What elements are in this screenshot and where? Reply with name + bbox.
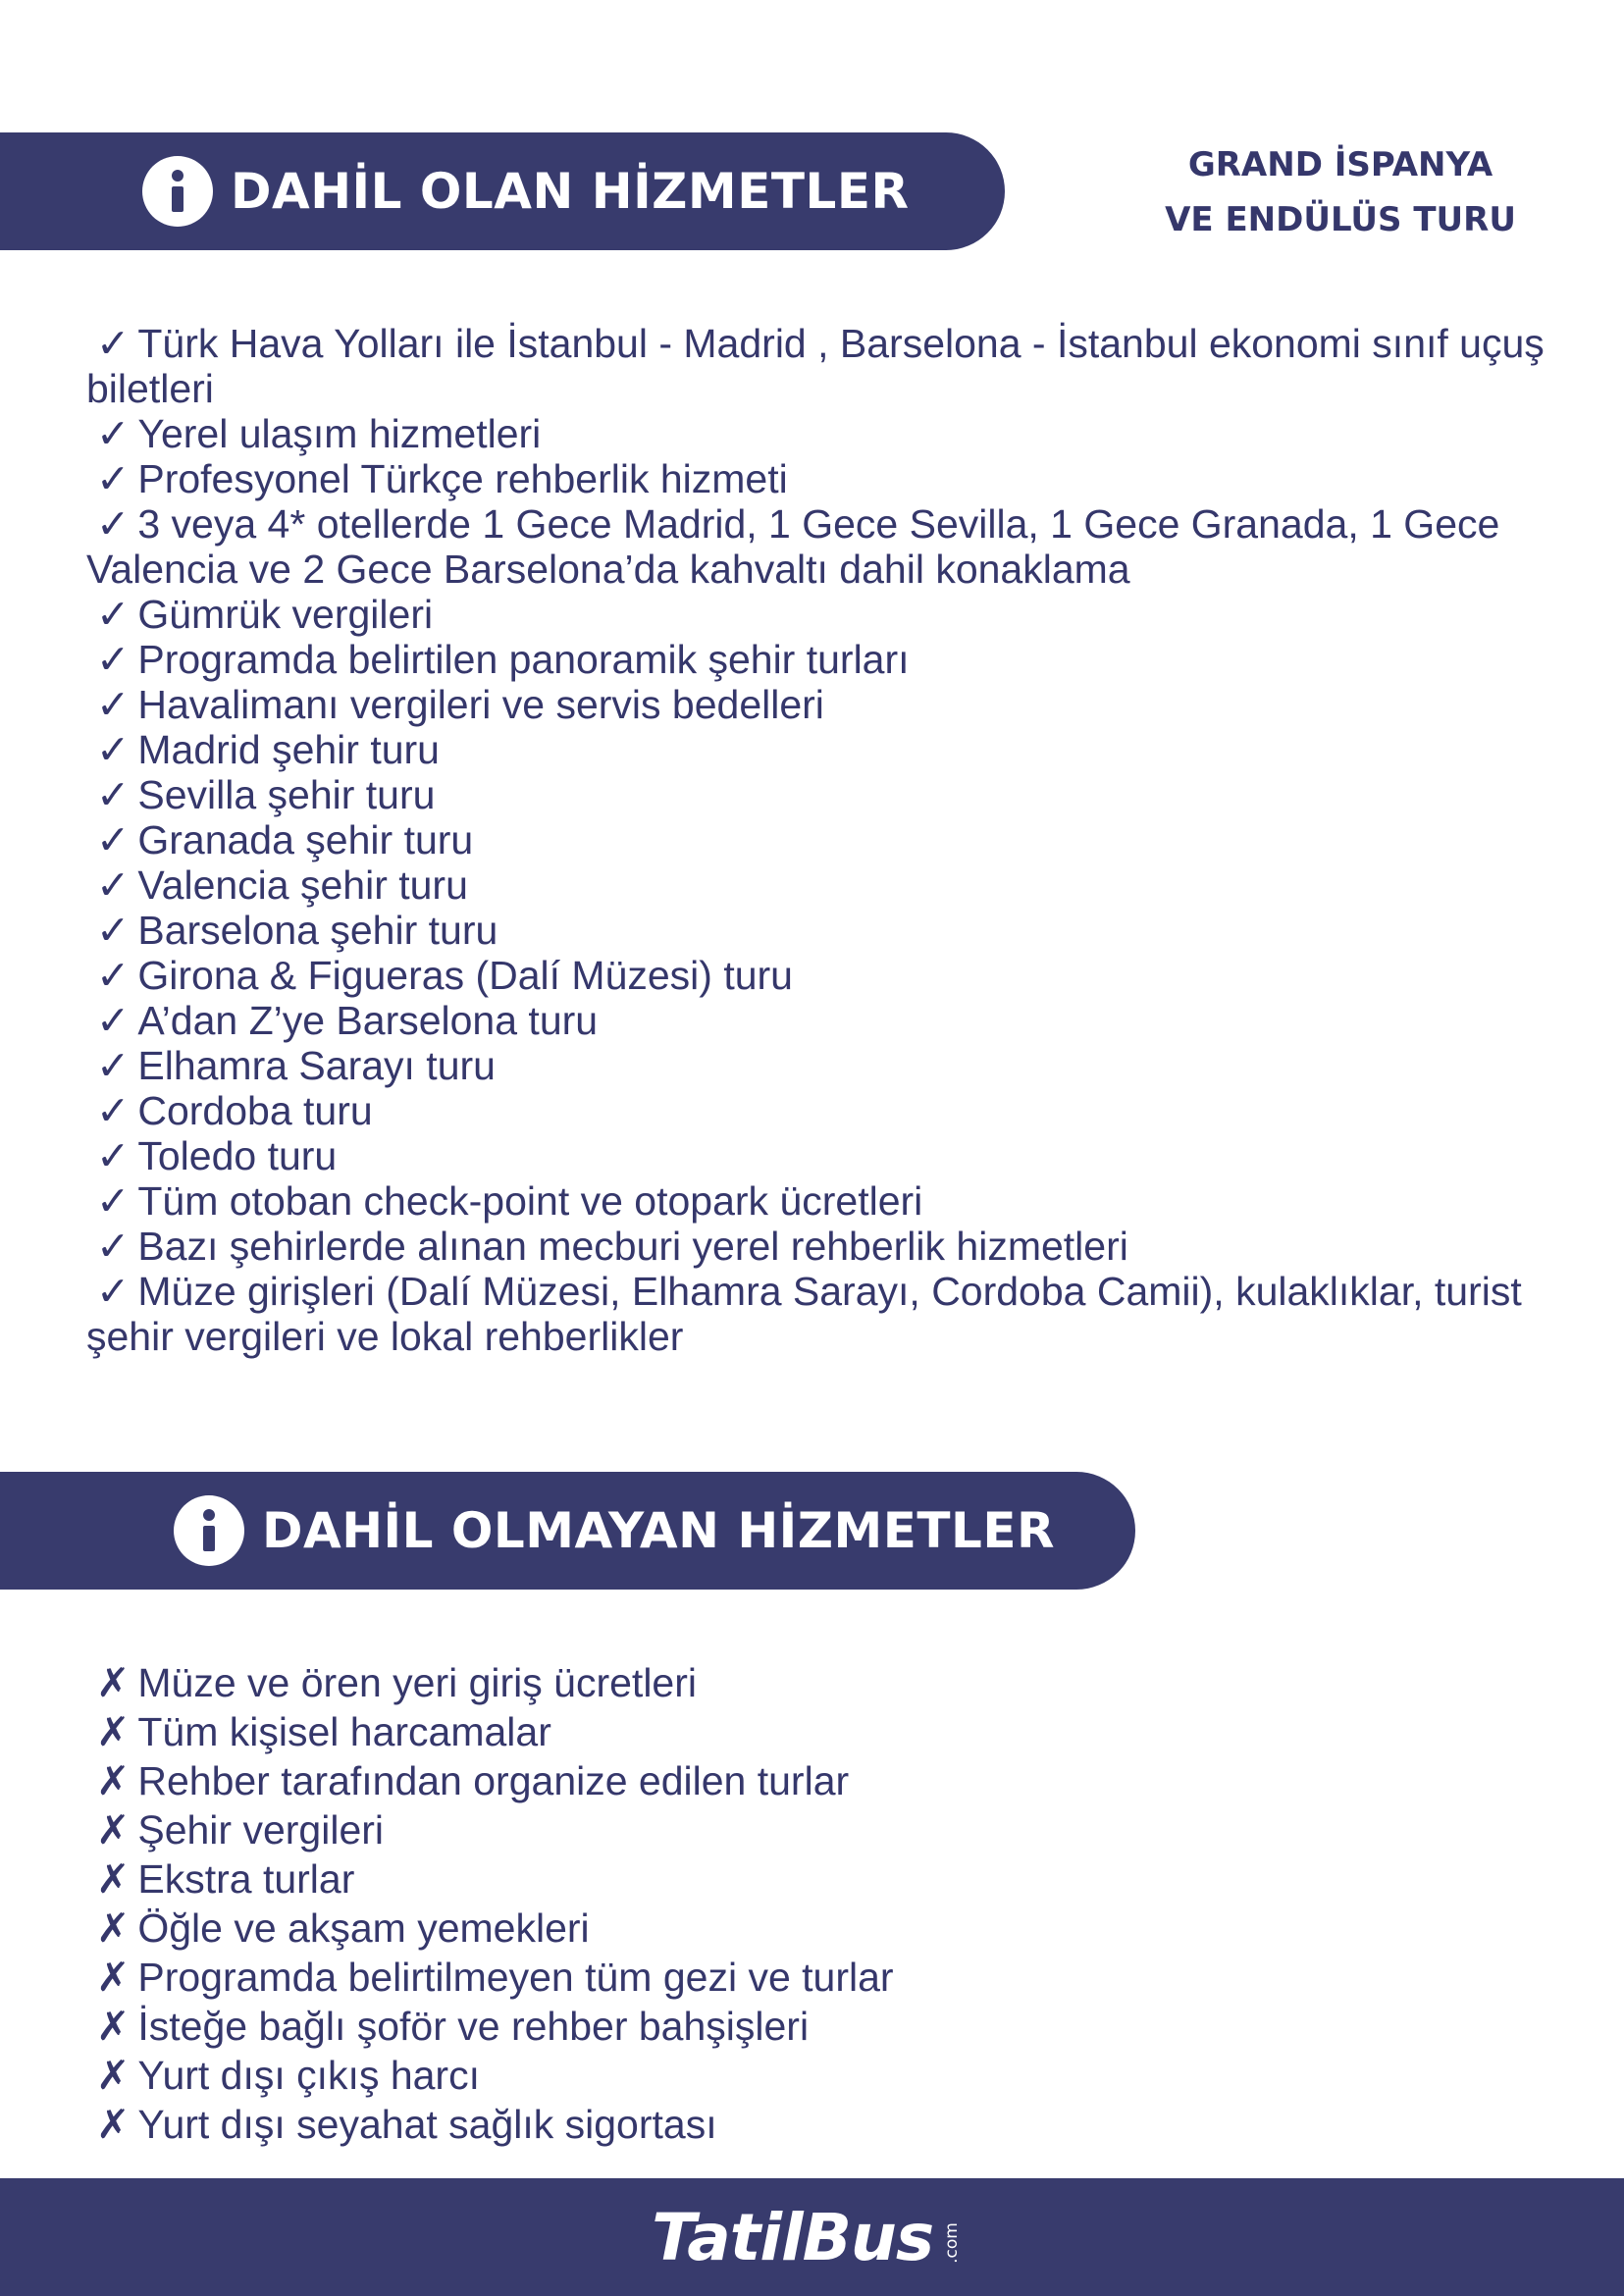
cross-icon: ✗ [96,2004,131,2049]
cross-icon: ✗ [96,2102,131,2147]
checkmark-icon: ✓ [96,501,131,547]
list-item: ✗ Programda belirtilmeyen tüm gezi ve turlar [96,1955,894,2000]
checkmark-icon: ✓ [96,908,131,953]
list-item: ✗ Ekstra turlar [96,1856,355,1902]
checkmark-icon: ✓ [96,1043,131,1088]
cross-icon: ✗ [96,2053,131,2098]
list-item: ✓ Havalimanı vergileri ve servis bedelleri [96,682,824,727]
tour-title-line-2: VE ENDÜLÜS TURU [1165,200,1516,239]
list-item: ✓ 3 veya 4* otellerde 1 Gece Madrid, 1 Gece Sevilla, 1 Gece Granada, 1 Gece Valencia ve 2 Gece Barselona’da kahvaltı dahil konaklama [86,501,1500,592]
list-item: ✓ Programda belirtilen panoramik şehir turları [96,637,910,682]
list-item: ✓ Granada şehir turu [96,817,474,862]
checkmark-icon: ✓ [96,1224,131,1269]
list-item: ✗ Rehber tarafından organize edilen turlar [96,1758,850,1803]
checkmark-icon: ✓ [96,817,131,862]
tour-title [1089,137,1592,247]
list-item: ✗ Öğle ve akşam yemekleri [96,1905,590,1951]
cross-icon: ✗ [96,1660,131,1705]
checkmark-icon: ✓ [96,953,131,998]
footer [0,2178,1624,2296]
checkmark-icon: ✓ [96,1088,131,1133]
tatilbus-logo: TatilBus [652,2199,934,2275]
checkmark-icon: ✓ [96,592,131,637]
checkmark-icon: ✓ [96,1133,131,1178]
list-item: ✓ Cordoba turu [96,1088,373,1133]
list-item: ✓ Sevilla şehir turu [96,772,436,817]
included-services-header [0,132,1005,250]
cross-icon: ✗ [96,1856,131,1902]
checkmark-icon: ✓ [96,682,131,727]
list-item: ✗ İsteğe bağlı şoför ve rehber bahşişleri [96,2004,810,2049]
list-item: ✓ Elhamra Sarayı turu [96,1043,496,1088]
included-services-list [86,321,1617,1359]
list-item: ✓ Toledo turu [96,1133,338,1178]
list-item: ✓ Türk Hava Yolları ile İstanbul - Madrid , Barselona - İstanbul ekonomi sınıf uçuş biletleri [86,321,1545,411]
list-item: ✓ Girona & Figueras (Dalí Müzesi) turu [96,953,793,998]
checkmark-icon: ✓ [96,411,131,456]
checkmark-icon: ✓ [96,727,131,772]
list-item: ✓ A’dan Z’ye Barselona turu [96,998,599,1043]
checkmark-icon: ✓ [96,321,131,366]
excluded-services-list [86,1658,1558,2149]
list-item: ✗ Tüm kişisel harcamalar [96,1709,551,1754]
checkmark-icon: ✓ [96,1269,131,1314]
checkmark-icon: ✓ [96,456,131,501]
checkmark-icon: ✓ [96,637,131,682]
info-icon [174,1495,244,1566]
list-item: ✓ Yerel ulaşım hizmetleri [96,411,542,456]
cross-icon: ✗ [96,1807,131,1852]
list-item: ✓ Madrid şehir turu [96,727,440,772]
checkmark-icon: ✓ [96,772,131,817]
excluded-services-header [0,1472,1135,1590]
logo-suffix: .com [942,2222,963,2264]
list-item: ✓ Valencia şehir turu [96,862,468,908]
cross-icon: ✗ [96,1905,131,1951]
cross-icon: ✗ [96,1709,131,1754]
list-item: ✓ Barselona şehir turu [96,908,498,953]
list-item: ✗ Yurt dışı çıkış harcı [96,2053,480,2098]
cross-icon: ✗ [96,1758,131,1803]
list-item: ✓ Profesyonel Türkçe rehberlik hizmeti [96,456,788,501]
list-item: ✗ Müze ve ören yeri giriş ücretleri [96,1660,697,1705]
checkmark-icon: ✓ [96,862,131,908]
checkmark-icon: ✓ [96,998,131,1043]
list-item: ✓ Müze girişleri (Dalí Müzesi, Elhamra Sarayı, Cordoba Camii), kulaklıklar, turist şehir vergileri ve lokal rehberlikler [86,1269,1522,1359]
cross-icon: ✗ [96,1955,131,2000]
info-icon [142,156,213,227]
tour-title-line-1: GRAND İSPANYA [1187,145,1493,184]
list-item: ✓ Tüm otoban check-point ve otopark ücretleri [96,1178,923,1224]
list-item: ✓ Gümrük vergileri [96,592,434,637]
included-services-title: DAHİL OLAN HİZMETLER [231,163,910,220]
list-item: ✓ Bazı şehirlerde alınan mecburi yerel rehberlik hizmetleri [96,1224,1128,1269]
checkmark-icon: ✓ [96,1178,131,1224]
excluded-services-title: DAHİL OLMAYAN HİZMETLER [262,1502,1056,1559]
list-item: ✗ Yurt dışı seyahat sağlık sigortası [96,2102,717,2147]
list-item: ✗ Şehir vergileri [96,1807,385,1852]
